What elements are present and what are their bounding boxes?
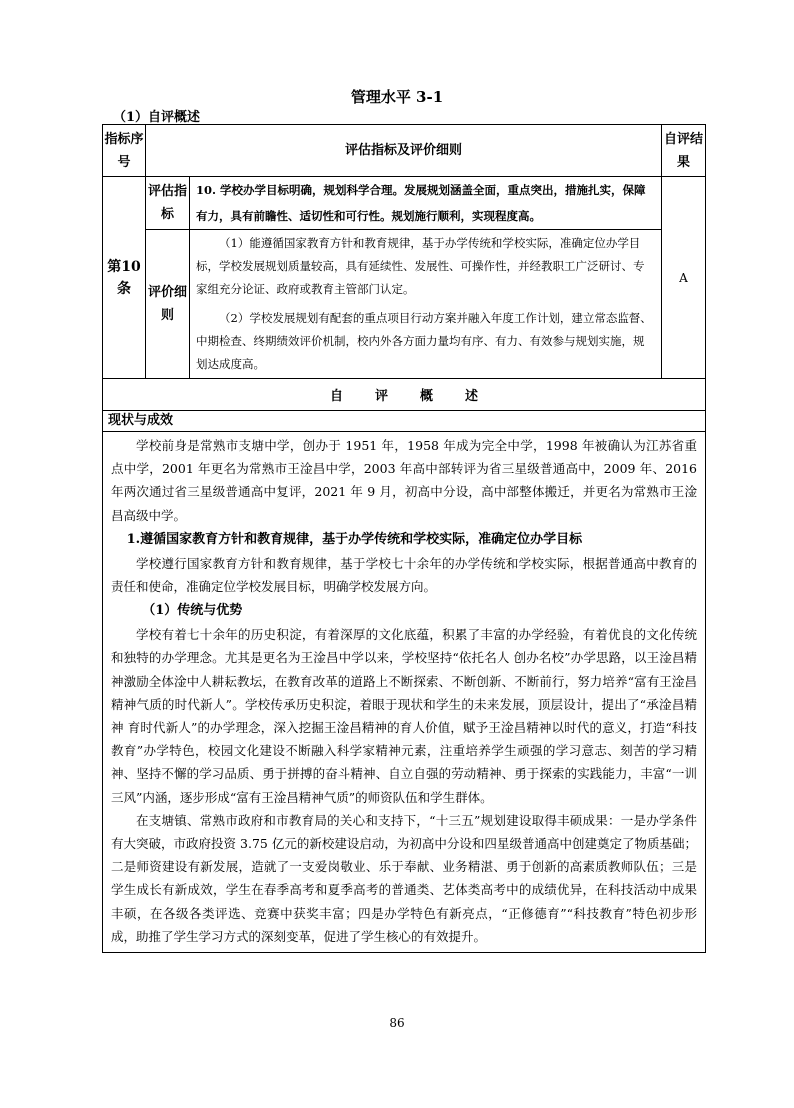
body-heading: 1.遵循国家教育方针和教育规律，基于办学传统和学校实际，准确定位办学目标 <box>126 531 583 547</box>
body-paragraph: 学校有着七十余年的历史积淀，有着深厚的文化底蕴，积累了丰富的办学经验，有着优良的文化传统和独特的办学理念。尤其是更名为王淦昌中学以来，学校坚持“依托名人 创办名校”办学思路，以王淦昌精神激励全体淦中人耕耘教坛，在教育改革的道路上不断探索、不断创新、不断前行，努力培养“富有王淦昌精神气质的时代新人”。学校传承历史积淀，着眼于现状和学生的未来发展，顶层设计，提出了“承淦昌精神 育时代新人”的办学理念，深入挖掘王淦昌精神的育人价值，赋予王淦昌精神以时代的意义，打造“科技教育”办学特色，校园文化建设不断融入科学家精神元素，注重培养学生顽强的学习意志、刻苦的学习精神、坚持不懈的学习品质、勇于拼搏的奋斗精神、自立自强的劳动精神、勇于探索的实践能力，丰富“一训三风”内涵，逐步形成“富有王淦昌精神气质”的师资队伍和学生群体。 <box>111 627 698 805</box>
indicator-text: 10. 学校办学目标明确，规划科学合理。发展规划涵盖全面，重点突出，措施扎实，保障有力，具有前瞻性、适切性和可行性。规划施行顺利，实现程度高。 <box>190 177 662 230</box>
header-index: 指标序号 <box>103 125 146 177</box>
body-paragraph: 在支塘镇、常熟市政府和市教育局的关心和支持下，“十三五”规划建设取得丰硕成果：一是办学条件有大突破，市政府投资 3.75 亿元的新校建设启动，为初高中分设和四星级普通高中创建奠定了物质基础；二是师资建设有新发展，造就了一支爱岗敬业、乐于奉献、业务精湛、勇于创新的高素质教师队伍；三是学生成长有新成效，学生在春季高考和夏季高考的普通类、艺体类高考中的成绩优异，在科技活动中成果丰硕，在各级各类评选、竞赛中获奖丰富；四是办学特色有新亮点，“正修德育”“科技教育”特色初步形成，助推了学生学习方式的深刻变革，促进了学生核心的有效提升。 <box>111 812 698 944</box>
page-title: 管理水平 3-1 <box>350 88 444 106</box>
article-number <box>103 177 146 379</box>
header-criteria: 评估指标及评价细则 <box>146 125 662 177</box>
body-subheading: （1）传统与优势 <box>142 603 243 619</box>
grade-value: A <box>662 177 706 379</box>
article-number-text: 第10条 <box>107 258 141 297</box>
page-number: 86 <box>389 1016 405 1030</box>
detail-cell <box>190 230 662 379</box>
detail-item-1: （1）能遵循国家教育方针和教育规律，基于办学传统和学校实际，准确定位办学目标，学校发展规划质量较高，具有延续性、发展性、可操作性，并经教职工广泛研讨、专家组充分论证、政府或教育主管部门认定。 <box>196 236 645 296</box>
body-paragraph: 学校前身是常熟市支塘中学，创办于 1951 年，1958 年成为完全中学，1998 年被确认为江苏省重点中学，2001 年更名为常熟市王淦昌中学，2003 年高中部转评为省三星级普通高中，2009 年、2016 年两次通过省三星级普通高中复评，2021 年 9 月，初高中分设，高中部整体搬迁，并更名为常熟市王淦昌高级中学。 <box>111 438 698 523</box>
indicator-label: 评估指标 <box>146 177 190 230</box>
overview-title: 自评概述 <box>103 379 706 411</box>
body-paragraph: 学校遵行国家教育方针和教育规律，基于学校七十余年的办学传统和学校实际，根据普通高中教育的责任和使命，准确定位学校发展目标，明确学校发展方向。 <box>111 555 698 595</box>
header-result: 自评结果 <box>662 125 706 177</box>
section-heading: 现状与成效 <box>103 411 706 432</box>
detail-item-2: （2）学校发展规划有配套的重点项目行动方案并融入年度工作计划，建立常态监督、中期检查、终期绩效评价机制，校内外各方面力量均有序、有力、有效参与规划实施，规划达成度高。 <box>196 311 652 371</box>
detail-label: 评价细则 <box>146 230 190 379</box>
overview-body <box>103 432 706 953</box>
section-subtitle: （1）自评概述 <box>113 110 201 125</box>
evaluation-table <box>102 124 706 953</box>
